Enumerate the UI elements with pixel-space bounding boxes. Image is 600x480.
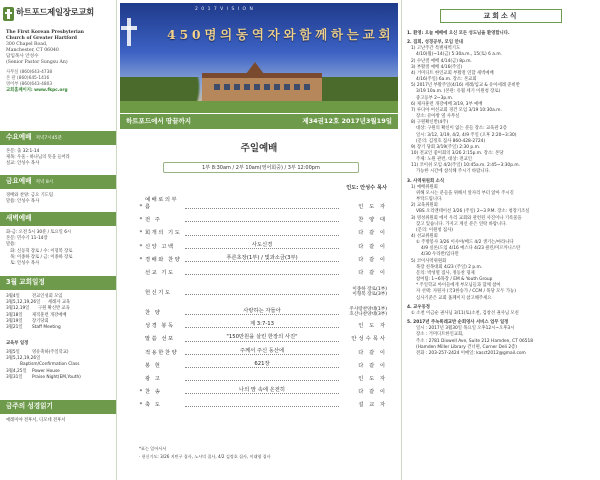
order-row bbox=[137, 224, 387, 237]
news-line: 10) 전교인 좋이회의 3/26 2:15p.m. 장소: 본당 bbox=[411, 150, 504, 156]
news-list bbox=[407, 31, 597, 357]
news-line: 1) 고난주간 특별새벽기도 bbox=[411, 46, 461, 52]
order-item: 성경 봉독 bbox=[145, 323, 175, 330]
friday-time: 저녁 8시 bbox=[35, 180, 54, 185]
prayer-schedule-note: · 헌신기도: 3/26 지민구 집사, 노시덕 집사, 4/2 김정호 집사, 이대영 집사 bbox=[139, 453, 271, 459]
news-line: 전화 : 203-257-2424 이메일: kasct2012@gmail.com bbox=[416, 350, 526, 356]
order-person: 이종하 장로(1부) 이형복 장로(3부) bbox=[352, 287, 387, 298]
order-person: 인 도 자 bbox=[358, 323, 387, 330]
news-line: VBS 오리엔테이션 3/26 (주일) 2~3 P.M. 장소: 청장기조실 bbox=[416, 209, 530, 215]
news-line: 자 선택: 자원자 (국3한승가 / CCM / 목당 모두 가능) bbox=[416, 289, 516, 295]
order-person: 찬 양 대 bbox=[358, 217, 387, 224]
stand-marker: * bbox=[139, 230, 143, 237]
dot-leader bbox=[185, 403, 339, 407]
order-detail: 나의 맘 속에 온전히 bbox=[239, 387, 285, 394]
schedule-row: 3월5,12,19,26일 세례자 교육 bbox=[6, 300, 71, 306]
news-line: 11) 코이쉬 모임 4/2(주일) 10:45a.m. 2:45~3:30p.m. bbox=[411, 163, 520, 169]
right-column bbox=[401, 0, 600, 480]
vision-slogan: 4 5 0 명 의 동 역 자 와 함 께 하 는 교 회 bbox=[167, 27, 391, 42]
issue-banner bbox=[120, 114, 398, 129]
order-row bbox=[137, 396, 387, 409]
news-line: (문의: 이원청 집사) bbox=[416, 227, 453, 233]
order-item: 적용한찬양 bbox=[145, 349, 179, 356]
news-line: 일시 : 2017년 3월30일 목요일 오후12시~오후3시 bbox=[416, 326, 515, 332]
news-heading: 4. 교우동정 bbox=[407, 304, 430, 310]
dot-leader bbox=[185, 218, 339, 222]
news-line: 장소 : 거미디트한인교회, bbox=[416, 332, 464, 338]
eng-name-line-2: Church of Greater Hartford bbox=[6, 35, 77, 41]
dot-leader bbox=[185, 241, 339, 249]
news-line: (문의: 김정호 집사 860-428-2724) bbox=[416, 138, 486, 144]
schedule-row: 3월12,19일 구원 확신반 교육 bbox=[6, 306, 70, 312]
order-row bbox=[137, 297, 387, 317]
order-person: 다 같 이 bbox=[358, 389, 387, 396]
order-row bbox=[137, 344, 387, 357]
news-line: 4/10(월)~14(금) 5:30a.m., 15(토) 6 a.m. bbox=[416, 52, 502, 58]
order-item: 예배로의부름 bbox=[145, 196, 179, 211]
order-row bbox=[137, 370, 387, 383]
phone-office: 사무실 (860)643-4738 bbox=[6, 70, 53, 75]
news-line: 8) 구원확신반(4주) bbox=[411, 120, 449, 126]
dawn-line: 화-금: 오전 5시 30분 / 토요일 6시 bbox=[6, 230, 72, 235]
news-line: 5) 코이사역위원회 bbox=[411, 258, 447, 264]
schedule-row: 3월21일 Staff Meeting bbox=[6, 325, 61, 331]
march-schedule-body bbox=[6, 294, 114, 331]
pastor-korean: 담임목사 안성수 bbox=[6, 53, 39, 59]
order-item: 경배와 찬양 bbox=[145, 256, 182, 263]
news-line: * 주일학교 아이들에게 부모님들과 함께 참여 bbox=[416, 283, 501, 289]
order-row bbox=[137, 251, 387, 264]
schedule-row: 3월31일 Praise Night(EM,Youth) bbox=[6, 374, 81, 380]
order-person: 다 같 이 bbox=[358, 230, 387, 237]
order-item: 광 고 bbox=[145, 375, 162, 382]
order-item: 찬 송 bbox=[145, 389, 162, 396]
news-line: 3/19 10a.m. (본관: 유월 세기 이원청 장로) bbox=[416, 89, 501, 95]
contact-info bbox=[6, 70, 114, 94]
schedule-row: 3월18일 제직훈련 개강예배 bbox=[6, 312, 67, 318]
phone-english: 영어부 (860)643-4803 bbox=[6, 82, 53, 88]
news-line: 1) 예배위원회 bbox=[411, 184, 438, 190]
wed-line: 본문: 출 32:1-14 bbox=[6, 149, 40, 154]
order-row bbox=[137, 198, 387, 211]
friday-title: 금요예배 bbox=[6, 177, 32, 185]
order-person: 다 같 이 bbox=[358, 269, 387, 276]
order-person: 다 같 이 bbox=[358, 256, 387, 263]
order-row bbox=[137, 211, 387, 224]
schedule-row: 3월5,12,19,26일 bbox=[6, 356, 41, 362]
news-line: 주소 : 2781 Dixwell Ave, Suite 212 Hamden, CT 06518 bbox=[416, 338, 534, 344]
news-heading: 3. 사역위원회 소식 bbox=[407, 178, 445, 184]
dawn-line: 본문: 민수기 11-14장 bbox=[6, 236, 48, 242]
cross-logo-icon bbox=[3, 7, 14, 21]
issue-date: 제34권12호 2017년3월19일 bbox=[302, 117, 392, 126]
fri-line: 경배와 찬양: 금요 기도팀 bbox=[6, 193, 54, 198]
wednesday-body bbox=[6, 149, 114, 168]
cross-icon bbox=[127, 18, 131, 46]
schedule-row: Baptism/Confirmation Class bbox=[20, 362, 80, 368]
order-person: 안성수목사 bbox=[351, 336, 387, 343]
news-line: 위해 모시는 분들을 위해서 앞자리 부터 앉아 주시길 bbox=[416, 190, 514, 196]
news-line: 일시: 3/12, 3/19, 4/2, 4/9 주일 (오후 2:20~3:30) bbox=[416, 132, 517, 138]
dawn-line: 화: 신동혁 장로 / 수: 이형복 장로 bbox=[6, 248, 73, 254]
news-line: 5) 2017년 부활주일(4/16) 세례/입교 & 유아세례 준비반 bbox=[411, 83, 520, 89]
stand-marker: * bbox=[139, 204, 143, 211]
march-schedule-header bbox=[0, 276, 116, 290]
order-item: 회개의 기도 bbox=[145, 230, 182, 237]
stand-marker: * bbox=[139, 402, 143, 409]
order-person: 다 같 이 bbox=[358, 349, 387, 356]
order-person: 인 도 자 bbox=[358, 375, 387, 382]
order-of-service bbox=[137, 198, 387, 409]
order-row bbox=[137, 238, 387, 251]
schedule-row: 3월4,25일 Power House bbox=[6, 368, 60, 374]
news-line: 7) 루디아 여선교회 경건 모임 3/19 10:30a.m. bbox=[411, 107, 502, 113]
wednesday-header bbox=[0, 131, 116, 145]
order-row bbox=[137, 264, 387, 277]
schedule-row: 3월5일 영유축하(주일학교) bbox=[6, 350, 69, 355]
cross-bar-icon bbox=[121, 26, 137, 30]
news-line: 심사기준은 교회 홈페이지 참고해주세요 bbox=[416, 295, 492, 301]
news-line: 대상: 구원의 확신이 없는 분들 장소: 교육관 2층 bbox=[416, 126, 507, 132]
friday-body bbox=[6, 193, 114, 205]
stand-marker: * bbox=[139, 389, 143, 396]
pastor-english: (Senior Pastor Sungsu An) bbox=[6, 59, 68, 65]
news-line: 찾고 있습니다. 가지고 계신 분은 연락 바랍니다. bbox=[416, 221, 507, 227]
dot-leader bbox=[185, 271, 339, 275]
news-line: 3) 부활절 예배 4/16(주일) bbox=[411, 64, 463, 70]
dawn-title: 새벽예배 bbox=[6, 214, 32, 222]
dot-leader bbox=[185, 307, 339, 315]
order-detail: 계 3:7-13 bbox=[250, 321, 274, 328]
order-detail: 사도신경 bbox=[251, 241, 273, 248]
news-line: 9) 장기 당회 3/19(주일) 2:30 p.m. bbox=[411, 144, 481, 150]
order-person: 인 도 자 bbox=[358, 204, 387, 211]
stand-marker: * bbox=[139, 217, 143, 224]
order-detail: 푸른초장(1부) / 빛과소금(3부) bbox=[226, 254, 298, 261]
church-logo bbox=[3, 3, 117, 29]
order-item: 말씀 선포 bbox=[145, 336, 175, 343]
dot-leader bbox=[185, 377, 339, 381]
dot-leader bbox=[185, 291, 339, 295]
news-line: 주제: 노원 관련, 대상: 전교인 bbox=[416, 157, 472, 163]
march-schedule-title: 3월 교회일정 bbox=[6, 278, 45, 286]
order-row bbox=[137, 383, 387, 396]
order-detail: "150만원을 살린 한장의 사진" bbox=[226, 334, 298, 341]
news-line: 목장 친목대회 4/23 (주일) 2 p.m. bbox=[416, 264, 483, 270]
stand-marker: * bbox=[139, 256, 143, 263]
order-item: 신앙 고백 bbox=[145, 243, 175, 250]
order-detail: 주께서 주신 동산에 bbox=[239, 347, 285, 354]
news-line: 중고등부 2~3p.m. bbox=[416, 95, 454, 101]
news-line: 부탁드립니다. bbox=[416, 197, 443, 203]
dawn-line: 말씀: bbox=[6, 242, 16, 248]
service-title: 주일예배 bbox=[240, 143, 278, 154]
order-row bbox=[137, 317, 387, 330]
eng-name-line-1: The First Korean Presbyterian bbox=[6, 30, 85, 35]
vision-banner-image bbox=[120, 3, 398, 113]
news-heading: 2. 집회, 성경공부, 모임 안내 bbox=[407, 40, 463, 46]
friday-header bbox=[0, 175, 116, 189]
news-line: 2) 교육위원회 bbox=[411, 203, 438, 209]
wednesday-title: 수요예배 bbox=[6, 133, 32, 141]
order-row bbox=[137, 277, 387, 297]
news-line: 4/30 우라반/임다만 bbox=[421, 252, 459, 258]
order-item: 선교 기도 bbox=[145, 269, 175, 276]
left-column bbox=[0, 0, 117, 480]
dawn-line: 토: 안성수 목사 bbox=[6, 261, 40, 267]
vision-label: 2 0 1 7 V I S I O N bbox=[195, 7, 254, 12]
lawn-illustration bbox=[120, 101, 398, 113]
order-item: 봉 헌 bbox=[145, 362, 162, 369]
church-building-illustration bbox=[202, 73, 322, 101]
church-name: 하트포드제일장로교회 bbox=[16, 7, 94, 17]
dawn-body bbox=[6, 230, 114, 267]
news-line: ① 주방봉사 3/26 이사야/베드 4/2 생기는/마라나다 bbox=[416, 240, 514, 246]
news-line: 장소: 유아방 옆 사무실 bbox=[416, 114, 460, 120]
dot-leader bbox=[185, 387, 339, 394]
wednesday-time: 저녁7시45분 bbox=[35, 136, 63, 141]
dot-leader bbox=[185, 334, 339, 342]
dot-leader bbox=[185, 205, 339, 209]
news-line: 문의: 박성열 집사, 정동찬 형제 bbox=[416, 270, 475, 276]
news-line: 6) 제자훈련 개강예배 3/19, 3부 예배 bbox=[411, 101, 483, 107]
middle-column bbox=[117, 0, 401, 480]
order-person: 주사랑찬양대(1부) 호산나찬양대(3부) bbox=[349, 307, 387, 318]
schedule-row: 3월19일 장기당회 bbox=[6, 318, 49, 324]
dot-leader bbox=[185, 232, 339, 236]
news-line: 참여팀: 1~6목장 / EM & Youth Group bbox=[416, 277, 493, 283]
service-notes bbox=[139, 446, 395, 459]
bible-reading-text: 예레미야 전후서, 디모데 전후서 bbox=[6, 418, 66, 423]
dawn-line: 목: 이종하 장로 / 금: 이종하 장로 bbox=[6, 254, 73, 260]
dot-leader bbox=[185, 347, 339, 355]
standing-note: *표는 일어서서 bbox=[139, 446, 167, 451]
order-person: 다 같 이 bbox=[358, 362, 387, 369]
church-english-name bbox=[6, 30, 114, 66]
news-title: 교회소식 bbox=[440, 9, 562, 23]
news-heading: 1. 환영: 오늘 예배에 오신 모든 성도님을 환영합니다. bbox=[407, 31, 510, 36]
news-line: 4) 선교위원회 bbox=[411, 234, 438, 239]
order-item: 찬 양 bbox=[145, 309, 162, 316]
dot-leader bbox=[185, 360, 339, 368]
bible-reading-title: 금주의 성경읽기 bbox=[6, 402, 53, 410]
edu-schedule-title: 교육부 일정 bbox=[6, 341, 29, 346]
stand-marker: * bbox=[139, 243, 143, 250]
church-website[interactable]: 교회홈페이지: www.fkpc.org bbox=[6, 88, 68, 94]
edu-schedule-body bbox=[6, 350, 114, 381]
phone-main: 본 관 (860)645-1416 bbox=[6, 76, 50, 82]
wed-line: 설교: 안성수 목사 bbox=[6, 161, 40, 167]
service-times: 1부 8:30am / 2부 10am(영어회중) / 3부 12:00pm bbox=[163, 162, 359, 173]
news-line: 4/16(주일) 6a.m. 장소: 본교회 bbox=[416, 77, 477, 83]
order-row bbox=[137, 357, 387, 370]
news-heading: 5. 2017년 주녹록레교반 순회영사 서비스 업무 일정 bbox=[407, 320, 509, 326]
bible-reading-header bbox=[0, 400, 116, 414]
news-line: 2) 수난절 예배 4/14(금) 8p.m. bbox=[411, 58, 472, 64]
order-detail: 사랑하는 자들아 bbox=[243, 307, 281, 314]
order-item: 전 주 bbox=[145, 217, 162, 224]
service-leader: 인도: 안성수 목사 bbox=[346, 185, 387, 191]
address-line-2: Manchester, CT 06040 bbox=[6, 47, 59, 53]
dot-leader bbox=[185, 321, 339, 328]
order-person: 설 교 자 bbox=[358, 402, 387, 409]
news-line: ① 소천 이금순 권사님 3/11(토)소천, 김창선 권사님 모친 bbox=[411, 310, 519, 316]
news-line: 가능한 시간에 참석해 주시기 바랍니다. bbox=[416, 169, 491, 175]
dot-leader bbox=[185, 254, 339, 262]
fri-line: 말씀: 안성수 목사 bbox=[6, 199, 40, 205]
schedule-row: 3월4일 전교인성회 모임 bbox=[6, 294, 63, 299]
motto-text: 하트포드에서 땅끝까지 bbox=[126, 117, 192, 126]
news-line: (Hamden Miller Library 건너편, Corner Deli 2층) bbox=[416, 344, 518, 350]
order-detail: 621장 bbox=[254, 360, 270, 367]
news-line: 4) 거미디트 한인교회 부활절 연합 새벽예배 bbox=[411, 70, 494, 76]
news-line: 4/9 실론/드임 4/16 예스다 4/23 클린/미르까니스탄 bbox=[421, 246, 521, 252]
order-item: 헌신기도 bbox=[145, 289, 172, 296]
order-item: 축 도 bbox=[145, 402, 162, 409]
news-line: 3) 영성위원회 에서 우리 교회와 관련된 사진이나 기록물을 bbox=[411, 215, 522, 221]
order-person: 다 같 이 bbox=[358, 243, 387, 250]
order-row bbox=[137, 330, 387, 343]
wed-line: 제목: 우울 - 하나님의 뜻을 들어라 bbox=[6, 155, 70, 161]
dawn-header bbox=[0, 212, 116, 226]
address-line-1: 300 Chapel Road, bbox=[6, 41, 48, 47]
